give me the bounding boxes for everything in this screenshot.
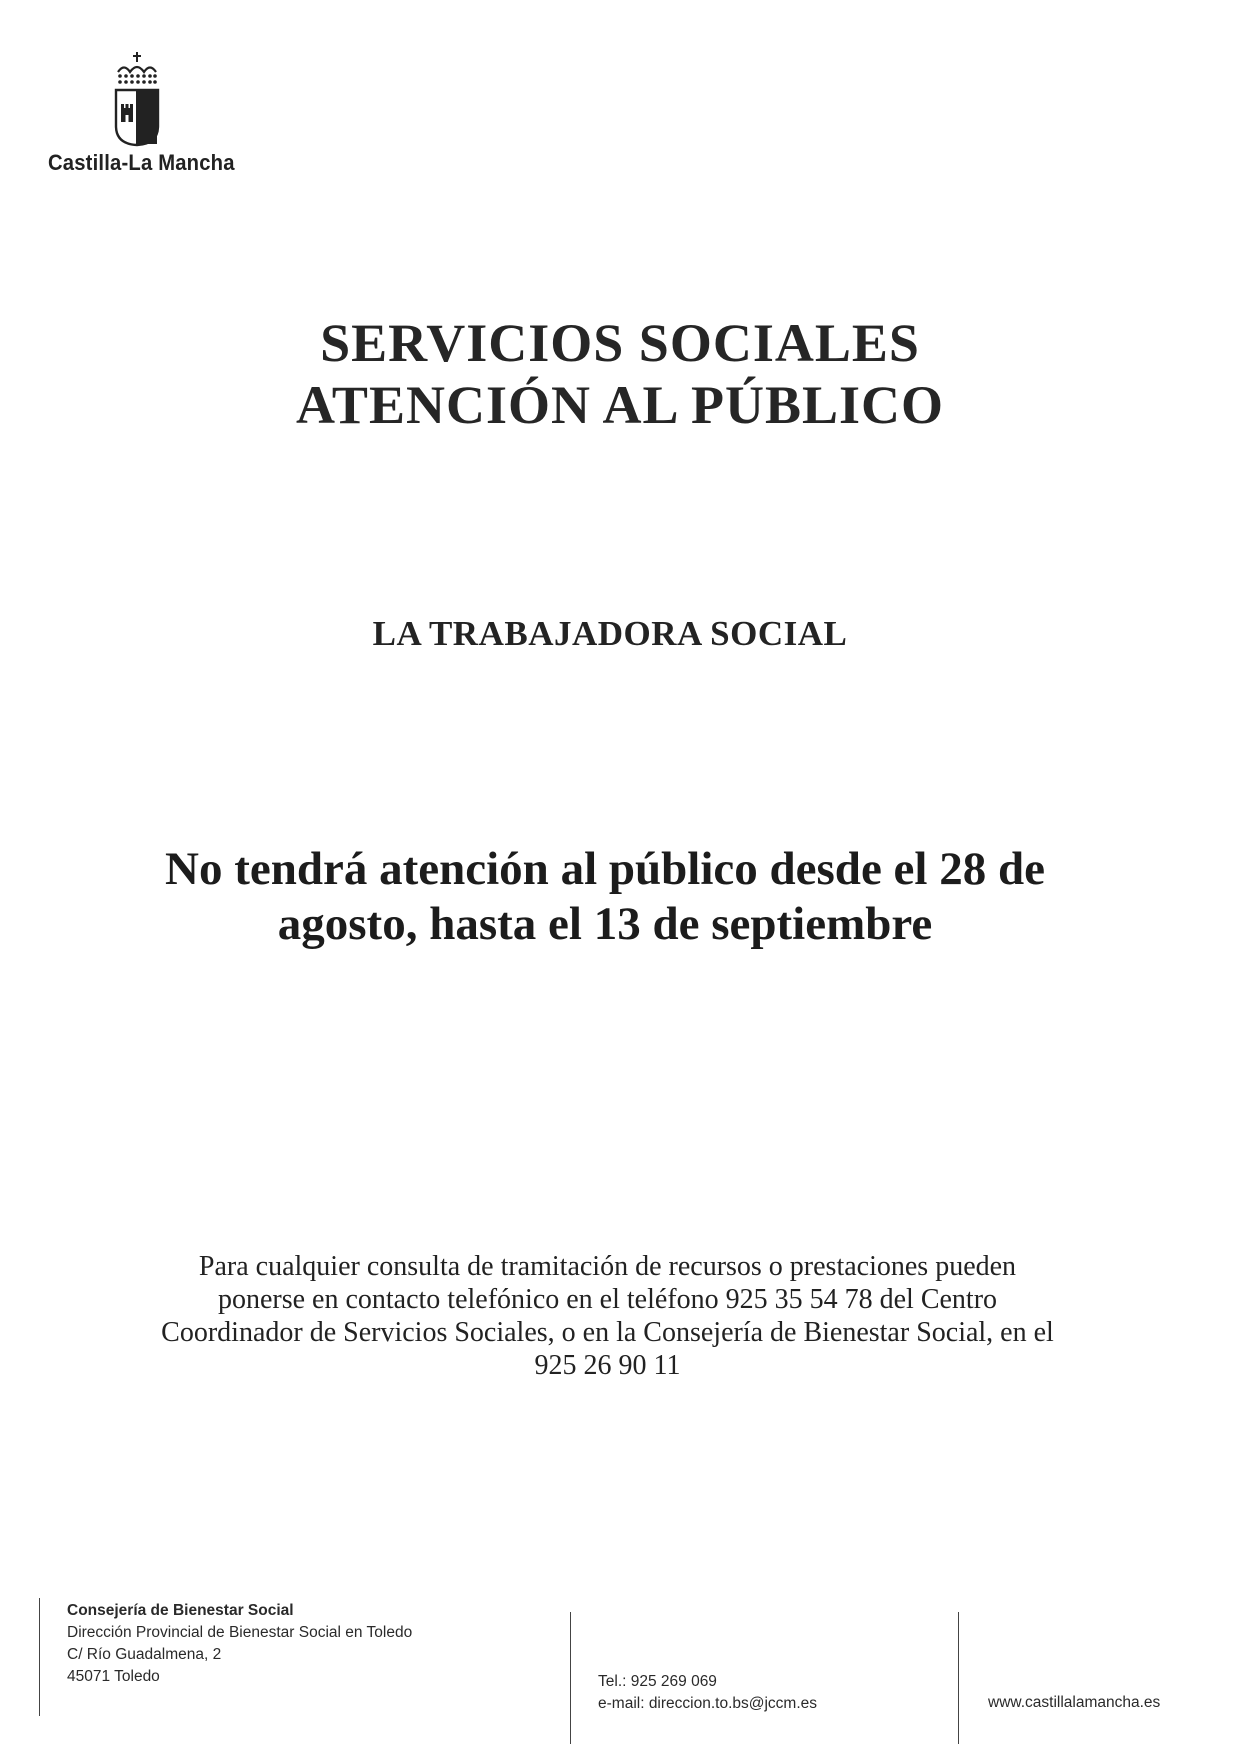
footer-street: C/ Río Guadalmena, 2: [67, 1646, 222, 1663]
subtitle: LA TRABAJADORA SOCIAL: [372, 614, 848, 653]
footer-department: Dirección Provincial de Bienestar Social en Toledo: [67, 1624, 413, 1641]
contact-info-paragraph: [120, 1250, 1095, 1382]
footer-divider-3: [958, 1612, 959, 1744]
footer-city: 45071 Toledo: [67, 1668, 160, 1685]
footer-address: [67, 1600, 412, 1688]
info-line-3: Coordinador de Servicios Sociales, o en la Consejería de Bienestar Social, en el: [161, 1317, 1054, 1348]
footer-website-block: [988, 1692, 1160, 1714]
logo-text: Castilla-La Mancha: [48, 150, 235, 175]
info-line-4: 925 26 90 11: [534, 1350, 681, 1381]
notice-line-2: agosto, hasta el 13 de septiembre: [277, 898, 933, 950]
notice-line-1: No tendrá atención al público desde el 28 de: [165, 843, 1045, 895]
footer-org: Consejería de Bienestar Social: [67, 1602, 294, 1619]
header-logo: [48, 50, 238, 190]
footer-divider-1: [39, 1598, 40, 1716]
notice-text: [0, 842, 1210, 952]
castilla-la-mancha-crest-icon: [112, 50, 162, 148]
info-line-2: ponerse en contacto telefónico en el teléfono 925 35 54 78 del Centro: [217, 1284, 998, 1315]
footer-website-link[interactable]: www.castillalamancha.es: [988, 1694, 1161, 1711]
info-line-1: Para cualquier consulta de tramitación de recursos o prestaciones pueden: [198, 1251, 1017, 1282]
footer-contact: [598, 1671, 817, 1715]
footer-phone: Tel.: 925 269 069: [598, 1673, 717, 1690]
title-line-1: SERVICIOS SOCIALES: [320, 313, 920, 373]
title-line-2: ATENCIÓN AL PÚBLICO: [295, 375, 945, 435]
footer-divider-2: [570, 1612, 571, 1744]
page-title: [0, 312, 1240, 436]
footer-email[interactable]: e-mail: direccion.to.bs@jccm.es: [598, 1695, 818, 1712]
